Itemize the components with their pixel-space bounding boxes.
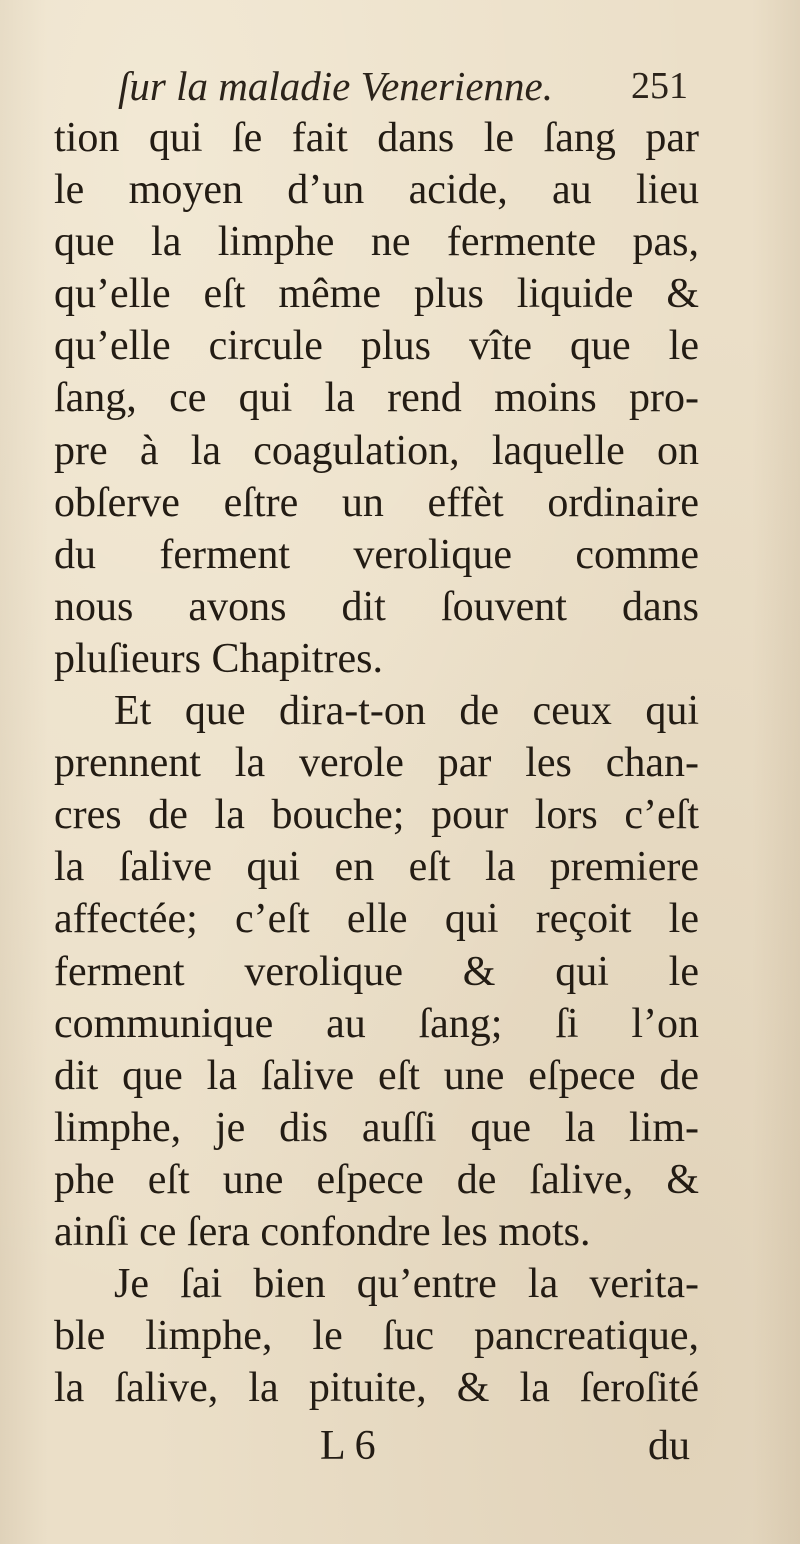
text-line: communique au ſang; ſi l’on (54, 1000, 699, 1047)
body-text (54, 112, 704, 1414)
text-line: ble limphe, le ſuc pancreatique, (54, 1313, 699, 1360)
text-line: du ferment verolique comme (54, 531, 699, 578)
running-title: ſur la maladie Venerienne. (118, 63, 553, 109)
page-footer (54, 1422, 704, 1474)
text-line: ſang, ce qui la rend moins pro- (54, 375, 699, 422)
text-line: obſerve eſtre un effèt ordinaire (54, 479, 699, 526)
text-line: que la limphe ne fermente pas, (54, 219, 699, 266)
signature-mark: L 6 (320, 1423, 376, 1469)
text-line: tion qui ſe fait dans le ſang par (54, 115, 699, 161)
text-line: dit que la ſalive eſt une eſpece de (54, 1052, 699, 1099)
text-line: limphe, je dis auſſi que la lim- (54, 1104, 699, 1151)
text-line: phe eſt une eſpece de ſalive, & (54, 1156, 699, 1203)
catchword: du (648, 1423, 690, 1469)
text-line: cres de la bouche; pour lors c’eſt (54, 792, 699, 839)
paragraph-start-line: Je ſai bien qu’entre la verita- (114, 1261, 699, 1308)
text-line: la ſalive qui en eſt la premiere (54, 844, 699, 891)
text-line: pre à la coagulation, laquelle on (54, 427, 699, 474)
paragraph-start-line: Et que dira-t-on de ceux qui (114, 688, 699, 735)
text-line: le moyen d’un acide, au lieu (54, 167, 699, 214)
text-line: nous avons dit ſouvent dans (54, 583, 699, 630)
text-line: prennent la verole par les chan- (54, 740, 699, 787)
text-line: affectée; c’eſt elle qui reçoit le (54, 896, 699, 943)
page-header (118, 62, 688, 109)
paragraph-end-line: ainſi ce ſera confondre les mots. (54, 1208, 591, 1255)
text-line: la ſalive, la pituite, & la ſeroſité (54, 1365, 699, 1412)
text-line: qu’elle circule plus vîte que le (54, 323, 699, 370)
text-line: ferment verolique & qui le (54, 948, 699, 995)
page-number: 251 (631, 65, 688, 107)
text-line: qu’elle eſt même plus liquide & (54, 271, 699, 318)
paragraph-end-line: pluſieurs Chapitres. (54, 635, 383, 682)
